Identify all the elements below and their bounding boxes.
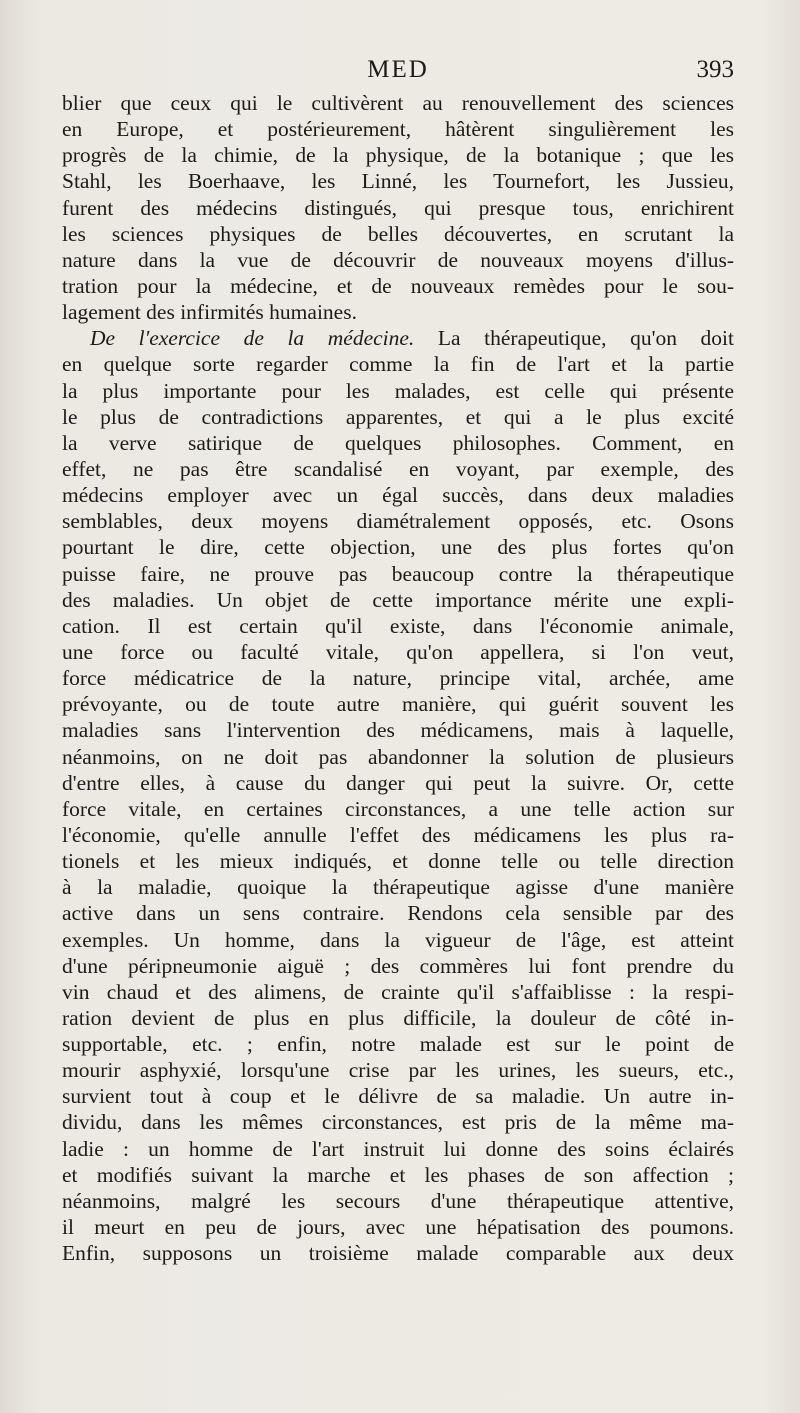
- text-line: cation. Il est certain qu'il existe, dans l'économie animale,: [62, 613, 734, 638]
- text-line: survient tout à coup et le délivre de sa maladie. Un autre in-: [62, 1084, 734, 1109]
- text-line: ladie : un homme de l'art instruit lui donne des soins éclairés: [62, 1136, 734, 1161]
- text-line: Enfin, supposons un troisième malade comparable aux deux: [62, 1241, 734, 1266]
- text-line: tration pour la médecine, et de nouveaux remèdes pour le sou-: [62, 273, 734, 298]
- body-text: [62, 90, 734, 1266]
- text-line: tionels et les mieux indiqués, et donne telle ou telle direction: [62, 849, 734, 874]
- text-line: vin chaud et des alimens, de crainte qu'il s'affaiblisse : la respi-: [62, 979, 734, 1004]
- text-line: mourir asphyxié, lorsqu'une crise par les urines, les sueurs, etc.,: [62, 1058, 734, 1083]
- text-line: ration devient de plus en plus difficile, la douleur de côté in-: [62, 1005, 734, 1030]
- text-line-rest: La thérapeutique, qu'on doit: [414, 326, 734, 351]
- text-line: l'économie, qu'elle annulle l'effet des médicamens les plus ra-: [62, 822, 734, 847]
- text-line: force médicatrice de la nature, principe vital, archée, ame: [62, 666, 734, 691]
- paragraph-first-line: [62, 325, 734, 351]
- text-line: médecins employer avec un égal succès, dans deux maladies: [62, 483, 734, 508]
- text-line: à la maladie, quoique la thérapeutique agisse d'une manière: [62, 875, 734, 900]
- text-line: puisse faire, ne prouve pas beaucoup contre la thérapeutique: [62, 561, 734, 586]
- text-line: supportable, etc. ; enfin, notre malade est sur le point de: [62, 1032, 734, 1057]
- text-line: le plus de contradictions apparentes, et qui a le plus excité: [62, 404, 734, 429]
- text-line: les sciences physiques de belles découvertes, en scrutant la: [62, 221, 734, 246]
- text-line: nature dans la vue de découvrir de nouveaux moyens d'illus-: [62, 247, 734, 272]
- text-line: et modifiés suivant la marche et les phases de son affection ;: [62, 1162, 734, 1187]
- text-line: il meurt en peu de jours, avec une hépatisation des poumons.: [62, 1215, 734, 1240]
- text-line: lagement des infirmités humaines.: [62, 300, 357, 325]
- text-line: la verve satirique de quelques philosophes. Comment, en: [62, 430, 734, 455]
- text-line: d'entre elles, à cause du danger qui peut la suivre. Or, cette: [62, 770, 734, 795]
- page-header: [62, 56, 734, 90]
- text-line: pourtant le dire, cette objection, une des plus fortes qu'on: [62, 535, 734, 560]
- text-line: semblables, deux moyens diamétralement opposés, etc. Osons: [62, 509, 734, 534]
- text-line: néanmoins, malgré les secours d'une thérapeutique attentive,: [62, 1188, 734, 1213]
- text-line: dividu, dans les mêmes circonstances, est pris de la même ma-: [62, 1110, 734, 1135]
- running-head: MED: [367, 56, 429, 83]
- text-line: exemples. Un homme, dans la vigueur de l'âge, est atteint: [62, 927, 734, 952]
- text-line: la plus importante pour les malades, est celle qui présente: [62, 378, 734, 403]
- text-line: des maladies. Un objet de cette importance mérite une expli-: [62, 587, 734, 612]
- text-line: d'une péripneumonie aiguë ; des commères lui font prendre du: [62, 953, 734, 978]
- text-line: néanmoins, on ne doit pas abandonner la solution de plusieurs: [62, 744, 734, 769]
- text-line: Stahl, les Boerhaave, les Linné, les Tournefort, les Jussieu,: [62, 169, 734, 194]
- text-line: en Europe, et postérieurement, hâtèrent singulièrement les: [62, 117, 734, 142]
- text-line: effet, ne pas être scandalisé en voyant, par exemple, des: [62, 456, 734, 481]
- text-line: furent des médecins distingués, qui presque tous, enrichirent: [62, 195, 734, 220]
- text-line: progrès de la chimie, de la physique, de la botanique ; que les: [62, 143, 734, 168]
- text-line: force vitale, en certaines circonstances, a une telle action sur: [62, 796, 734, 821]
- text-line: une force ou faculté vitale, qu'on appellera, si l'on veut,: [62, 639, 734, 664]
- text-line: maladies sans l'intervention des médicamens, mais à laquelle,: [62, 718, 734, 743]
- section-heading-italic: De l'exercice de la médecine.: [90, 326, 415, 351]
- text-line: active dans un sens contraire. Rendons cela sensible par des: [62, 901, 734, 926]
- page-number: 393: [696, 56, 734, 83]
- text-line: en quelque sorte regarder comme la fin de l'art et la partie: [62, 352, 734, 377]
- text-line: prévoyante, ou de toute autre manière, qui guérit souvent les: [62, 692, 734, 717]
- text-line: blier que ceux qui le cultivèrent au renouvellement des sciences: [62, 91, 734, 115]
